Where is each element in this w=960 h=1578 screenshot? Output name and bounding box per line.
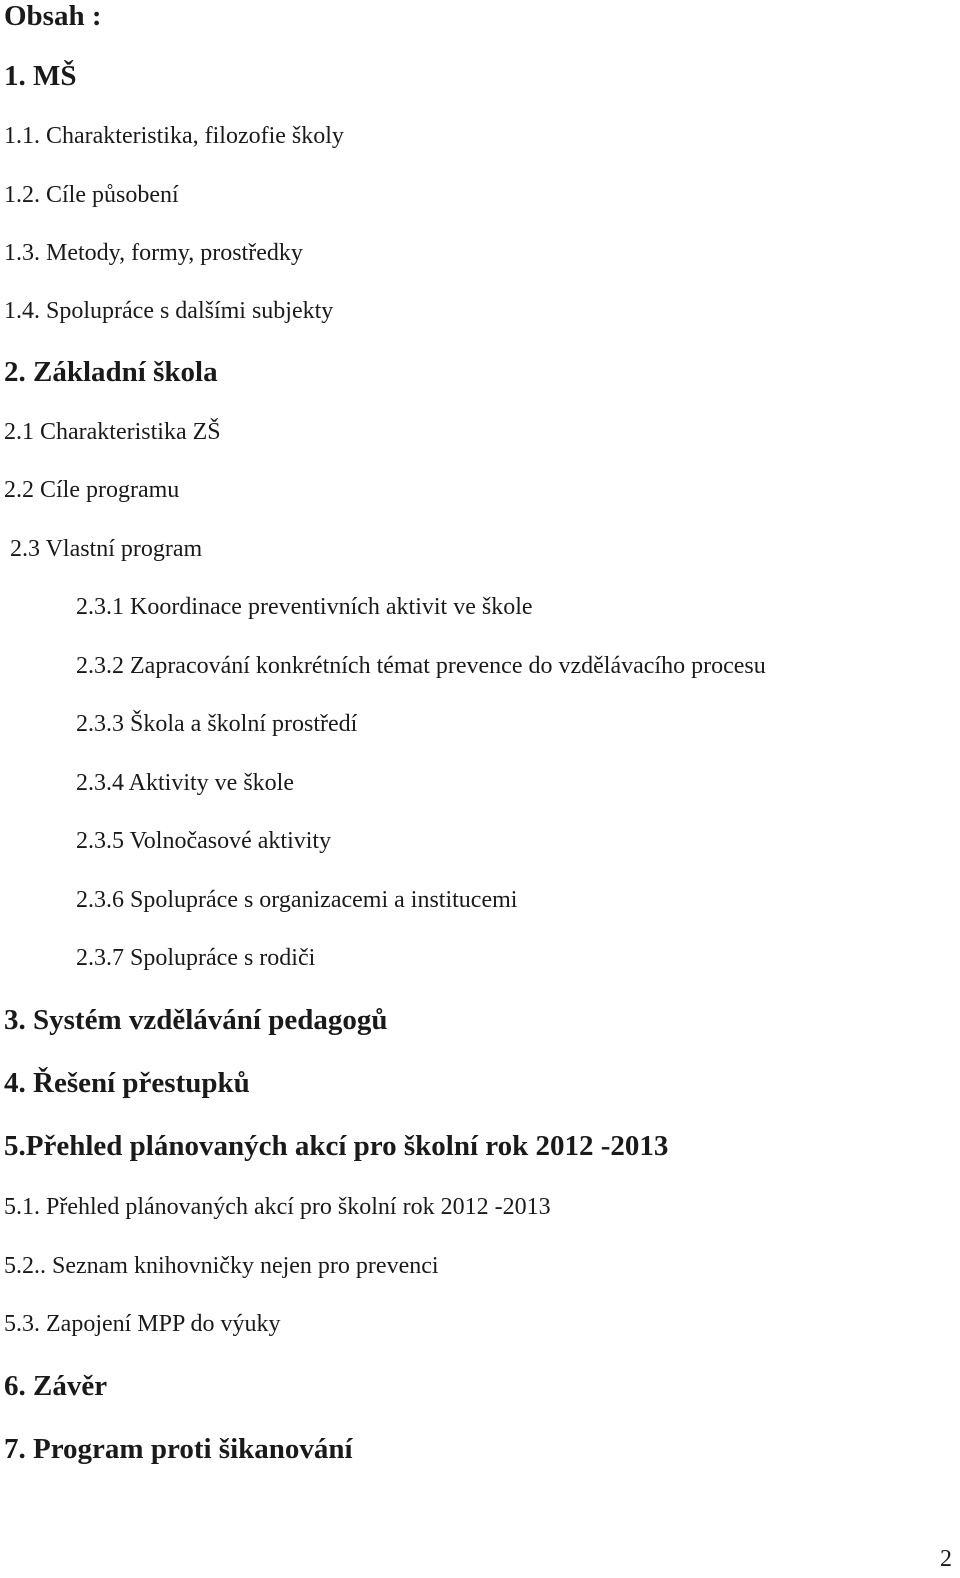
toc-section-2-3-7[interactable]: 2.3.7 Spolupráce s rodiči	[76, 945, 316, 971]
toc-section-1[interactable]: 1. MŠ	[4, 60, 77, 92]
toc-section-1-1[interactable]: 1.1. Charakteristika, filozofie školy	[4, 123, 344, 149]
toc-section-2-3-2[interactable]: 2.3.2 Zapracování konkrétních témat prevence do vzdělávacího procesu	[76, 653, 766, 679]
toc-section-2-3-5[interactable]: 2.3.5 Volnočasové aktivity	[76, 828, 332, 854]
toc-section-2-3-4[interactable]: 2.3.4 Aktivity ve škole	[76, 770, 294, 796]
toc-title: Obsah :	[4, 0, 102, 32]
toc-section-1-2[interactable]: 1.2. Cíle působení	[4, 182, 179, 208]
toc-section-5-3[interactable]: 5.3. Zapojení MPP do výuky	[4, 1311, 281, 1337]
toc-section-2-3-3[interactable]: 2.3.3 Škola a školní prostředí	[76, 711, 358, 737]
toc-section-2-3[interactable]: 2.3 Vlastní program	[10, 536, 203, 562]
toc-section-3[interactable]: 3. Systém vzdělávání pedagogů	[4, 1004, 388, 1036]
toc-section-2-1[interactable]: 2.1 Charakteristika ZŠ	[4, 419, 221, 445]
toc-section-5-2[interactable]: 5.2.. Seznam knihovničky nejen pro prevenci	[4, 1253, 439, 1279]
toc-section-5-1[interactable]: 5.1. Přehled plánovaných akcí pro školní rok 2012 -2013	[4, 1194, 551, 1220]
toc-section-7[interactable]: 7. Program proti šikanování	[4, 1433, 353, 1465]
toc-section-2-3-6[interactable]: 2.3.6 Spolupráce s organizacemi a institucemi	[76, 887, 518, 913]
toc-section-1-4[interactable]: 1.4. Spolupráce s dalšími subjekty	[4, 298, 334, 324]
toc-section-6[interactable]: 6. Závěr	[4, 1370, 108, 1402]
toc-section-2[interactable]: 2. Základní škola	[4, 356, 218, 388]
toc-section-2-3-1[interactable]: 2.3.1 Koordinace preventivních aktivit ve škole	[76, 594, 533, 620]
toc-section-2-2[interactable]: 2.2 Cíle programu	[4, 477, 180, 503]
toc-section-4[interactable]: 4. Řešení přestupků	[4, 1067, 250, 1099]
page-number: 2	[940, 1546, 952, 1572]
toc-section-5[interactable]: 5.Přehled plánovaných akcí pro školní rok 2012 -2013	[4, 1130, 669, 1162]
toc-section-1-3[interactable]: 1.3. Metody, formy, prostředky	[4, 240, 303, 266]
